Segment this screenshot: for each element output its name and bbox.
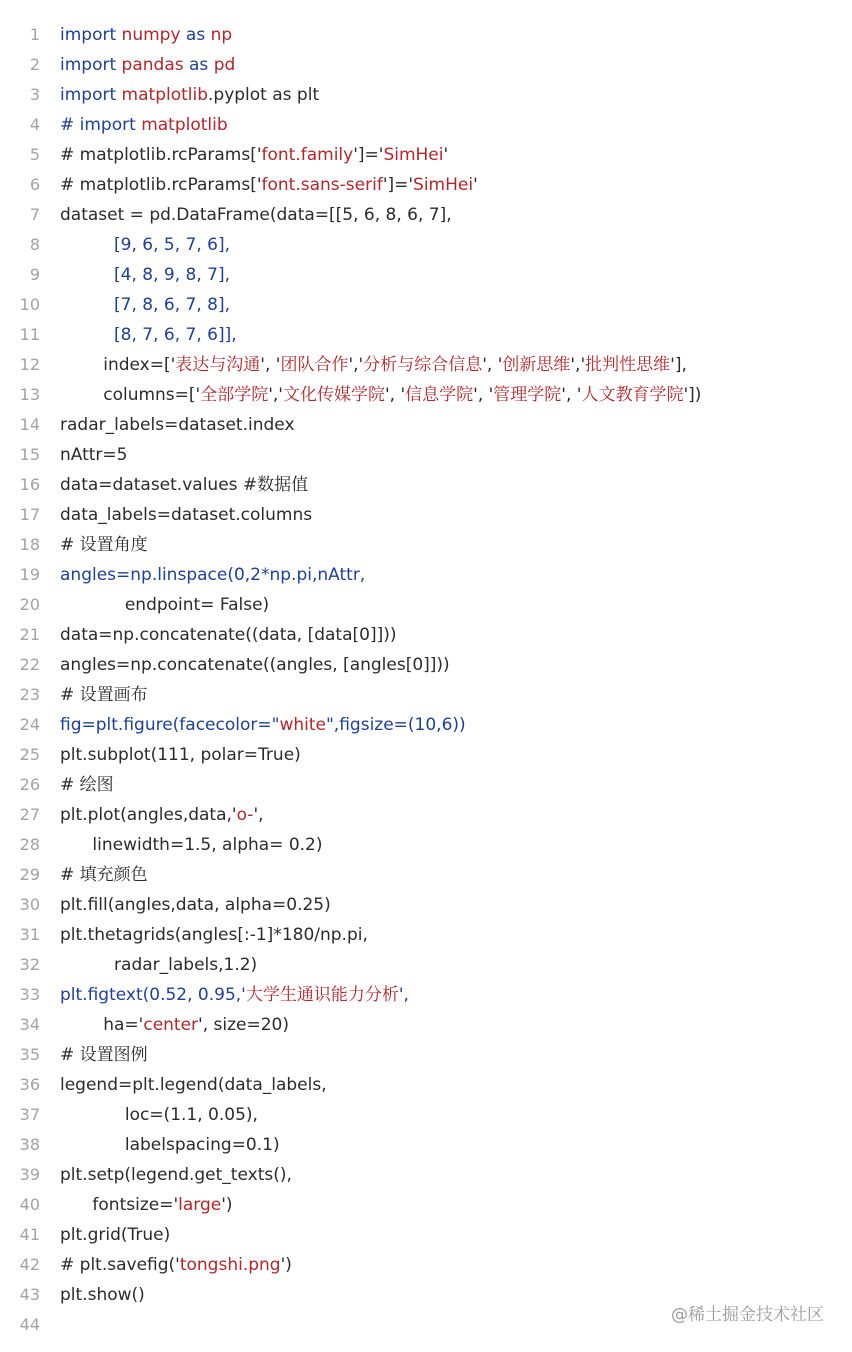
code-text	[60, 170, 478, 200]
line-number: 20	[19, 595, 40, 614]
code-text	[60, 590, 269, 620]
code-line	[0, 500, 852, 530]
code-text	[60, 200, 452, 230]
line-number: 5	[29, 145, 40, 164]
code-token: pd	[213, 55, 236, 75]
code-text	[60, 260, 230, 290]
code-token: legend=plt.legend(data_labels,	[60, 1075, 327, 1095]
line-number: 14	[19, 415, 40, 434]
code-token: ', '	[561, 385, 582, 405]
line-number: 9	[29, 265, 40, 284]
line-number: 10	[19, 295, 40, 314]
code-token: font.sans-serif	[261, 175, 383, 195]
code-token: plt.setp(legend.get_texts(),	[60, 1165, 292, 1185]
code-text	[60, 410, 295, 440]
code-token: '	[443, 145, 449, 165]
line-number: 23	[19, 685, 40, 704]
line-number: 34	[19, 1015, 40, 1034]
code-token: white	[279, 715, 326, 735]
code-line	[0, 200, 852, 230]
line-number: 8	[29, 235, 40, 254]
code-line	[0, 230, 852, 260]
code-token: ', '	[384, 385, 406, 405]
code-line	[0, 110, 852, 140]
code-line	[0, 260, 852, 290]
code-token: matplotlib	[121, 85, 209, 105]
code-token: angles=np.concatenate((angles, [angles[0]]))	[60, 655, 450, 675]
code-token: ",figsize=(10,6))	[325, 715, 466, 735]
code-token: 批判性思维	[585, 355, 671, 375]
code-line	[0, 800, 852, 830]
code-token: SimHei	[383, 145, 444, 165]
code-token: index=['	[60, 355, 176, 375]
code-token: 创新思维	[502, 355, 571, 375]
code-line	[0, 80, 852, 110]
code-text	[60, 1040, 148, 1070]
code-line	[0, 530, 852, 560]
code-line	[0, 770, 852, 800]
code-text	[60, 1160, 292, 1190]
code-token: import	[60, 85, 117, 105]
code-text	[60, 440, 128, 470]
code-token: plt.subplot(111, polar=True)	[60, 745, 301, 765]
code-text	[60, 290, 230, 320]
code-token: # 设置画布	[60, 685, 148, 705]
line-number: 16	[19, 475, 40, 494]
code-line	[0, 1100, 852, 1130]
line-number: 28	[19, 835, 40, 854]
code-line	[0, 140, 852, 170]
line-number: 12	[19, 355, 40, 374]
code-token: plt.figtext(0.52, 0.95,'	[60, 985, 246, 1005]
code-token: fig=plt.figure(facecolor="	[60, 715, 280, 735]
code-token: '])	[683, 385, 702, 405]
code-line	[0, 50, 852, 80]
code-token: 文化传媒学院	[282, 385, 385, 405]
code-token: import	[60, 25, 117, 45]
code-token: data=dataset.values #数据值	[60, 475, 309, 495]
code-text	[60, 770, 114, 800]
code-token: # plt.savefig('	[60, 1255, 180, 1275]
code-token: # 设置图例	[60, 1045, 148, 1065]
code-text	[60, 710, 466, 740]
code-line	[0, 1250, 852, 1280]
code-text	[60, 1010, 289, 1040]
code-token: 人文教育学院	[581, 385, 684, 405]
code-token: angles=np.linspace(0,2*np.pi,nAttr,	[60, 565, 366, 585]
code-token: '	[473, 175, 478, 195]
line-number: 38	[19, 1135, 40, 1154]
code-text	[60, 350, 687, 380]
code-line	[0, 860, 852, 890]
line-number: 27	[19, 805, 40, 824]
code-line	[0, 170, 852, 200]
code-line	[0, 740, 852, 770]
line-number: 3	[29, 85, 40, 104]
code-token: pandas	[121, 55, 184, 75]
line-number: 44	[19, 1315, 40, 1334]
code-token: .pyplot as plt	[208, 85, 320, 105]
code-token: data=np.concatenate((data, [data[0]]))	[60, 625, 397, 645]
code-token: plt.thetagrids(angles[:-1]*180/np.pi,	[60, 925, 368, 945]
code-line	[0, 440, 852, 470]
line-number: 4	[29, 115, 40, 134]
code-text	[60, 320, 237, 350]
line-number: 40	[19, 1195, 40, 1214]
code-token: endpoint= False)	[60, 595, 270, 615]
code-line	[0, 470, 852, 500]
code-token: import	[60, 55, 117, 75]
line-number: 15	[19, 445, 40, 464]
code-token: # 绘图	[60, 775, 114, 795]
code-line	[0, 20, 852, 50]
code-token: plt.show()	[60, 1285, 145, 1305]
code-token: data_labels=dataset.columns	[60, 505, 313, 525]
code-line	[0, 1070, 852, 1100]
code-token: as	[183, 55, 214, 75]
code-text	[60, 20, 232, 50]
code-token: 全部学院	[200, 385, 269, 405]
code-line	[0, 350, 852, 380]
code-line	[0, 320, 852, 350]
code-token: # matplotlib.rcParams['	[60, 145, 262, 165]
line-number: 6	[29, 175, 40, 194]
code-token: loc=(1.1, 0.05),	[60, 1105, 258, 1125]
code-text	[60, 110, 228, 140]
code-line	[0, 620, 852, 650]
watermark-text: @稀土掘金技术社区	[671, 1305, 824, 1325]
code-token: center	[143, 1015, 199, 1035]
code-token: ', size=20)	[198, 1015, 289, 1035]
code-text	[60, 1100, 258, 1130]
code-line	[0, 590, 852, 620]
line-number: 30	[19, 895, 40, 914]
line-number: 22	[19, 655, 40, 674]
code-token: 信息学院	[405, 385, 474, 405]
code-token: radar_labels=dataset.index	[60, 415, 295, 435]
line-number: 29	[19, 865, 40, 884]
code-text	[60, 140, 448, 170]
code-token: 团队合作	[280, 355, 349, 375]
code-line	[0, 1040, 852, 1070]
code-text	[60, 1250, 292, 1280]
line-number: 11	[19, 325, 40, 344]
line-number: 39	[19, 1165, 40, 1184]
code-token: font.family	[261, 145, 354, 165]
code-text	[60, 1280, 145, 1310]
line-number: 13	[19, 385, 40, 404]
code-token: ', '	[473, 385, 494, 405]
line-number: 24	[19, 715, 40, 734]
code-line	[0, 560, 852, 590]
code-text	[60, 50, 235, 80]
code-token: # import	[60, 115, 142, 135]
line-number: 26	[19, 775, 40, 794]
code-token: radar_labels,1.2)	[60, 955, 258, 975]
line-number: 19	[19, 565, 40, 584]
code-line	[0, 410, 852, 440]
code-text	[60, 860, 148, 890]
code-token: ', '	[260, 355, 281, 375]
code-token: # 设置角度	[60, 535, 148, 555]
code-text	[60, 890, 331, 920]
code-line	[0, 650, 852, 680]
code-token: plt.plot(angles,data,'	[60, 805, 237, 825]
code-line	[0, 1190, 852, 1220]
code-line	[0, 680, 852, 710]
code-token: ']='	[353, 145, 384, 165]
code-line	[0, 980, 852, 1010]
code-text	[60, 740, 301, 770]
code-token: ']='	[382, 175, 414, 195]
code-text	[60, 230, 230, 260]
code-text	[60, 1070, 327, 1100]
code-text	[60, 80, 319, 110]
code-text	[60, 950, 257, 980]
code-token: '],	[670, 355, 687, 375]
code-token: [8, 7, 6, 7, 6]],	[60, 325, 237, 345]
code-token: # matplotlib.rcParams['	[60, 175, 262, 195]
code-token: numpy	[121, 25, 181, 45]
code-line	[0, 380, 852, 410]
code-line	[0, 920, 852, 950]
code-text	[60, 1190, 233, 1220]
code-token: tongshi.png	[179, 1255, 281, 1275]
code-token: 分析与综合信息	[363, 355, 483, 375]
code-text	[60, 650, 450, 680]
code-editor	[0, 20, 852, 1340]
line-number: 35	[19, 1045, 40, 1064]
code-token: columns=['	[60, 385, 201, 405]
code-line	[0, 1160, 852, 1190]
code-line	[0, 950, 852, 980]
code-text	[60, 380, 701, 410]
line-number: 41	[19, 1225, 40, 1244]
line-number: 37	[19, 1105, 40, 1124]
code-token: large	[178, 1195, 222, 1215]
code-token: 表达与沟通	[175, 355, 261, 375]
code-token: ',	[398, 985, 409, 1005]
code-text	[60, 920, 368, 950]
code-text	[60, 1130, 280, 1160]
code-line	[0, 1130, 852, 1160]
line-number: 43	[19, 1285, 40, 1304]
line-number: 33	[19, 985, 40, 1004]
code-token: o-	[236, 805, 254, 825]
line-number: 2	[29, 55, 40, 74]
code-token: [7, 8, 6, 7, 8],	[60, 295, 231, 315]
line-number: 25	[19, 745, 40, 764]
code-token: ',	[253, 805, 264, 825]
code-text	[60, 830, 323, 860]
line-number: 1	[29, 25, 40, 44]
code-token: [4, 8, 9, 8, 7],	[60, 265, 231, 285]
code-token: ','	[570, 355, 586, 375]
code-token: dataset = pd.DataFrame(data=[[5, 6, 8, 6, 7],	[60, 205, 452, 225]
line-number: 7	[29, 205, 40, 224]
code-token: ')	[221, 1195, 233, 1215]
code-text	[60, 980, 409, 1010]
code-text	[60, 620, 397, 650]
code-text	[60, 470, 308, 500]
code-line	[0, 1220, 852, 1250]
code-text	[60, 1220, 170, 1250]
line-number: 18	[19, 535, 40, 554]
code-token: nAttr=5	[60, 445, 128, 465]
line-number: 36	[19, 1075, 40, 1094]
code-token: labelspacing=0.1)	[60, 1135, 280, 1155]
code-token: linewidth=1.5, alpha= 0.2)	[60, 835, 323, 855]
code-text	[60, 560, 365, 590]
code-token: ha='	[60, 1015, 144, 1035]
line-number: 32	[19, 955, 40, 974]
code-token: ')	[280, 1255, 292, 1275]
line-number: 42	[19, 1255, 40, 1274]
code-line	[0, 290, 852, 320]
code-token: ','	[348, 355, 364, 375]
code-token: plt.fill(angles,data, alpha=0.25)	[60, 895, 331, 915]
code-token: SimHei	[413, 175, 474, 195]
line-number: 21	[19, 625, 40, 644]
line-number: 17	[19, 505, 40, 524]
code-token: matplotlib	[141, 115, 228, 135]
code-text	[60, 500, 312, 530]
code-token: fontsize='	[60, 1195, 179, 1215]
code-line	[0, 1010, 852, 1040]
code-line	[0, 710, 852, 740]
code-token: np	[210, 25, 233, 45]
code-token: as	[180, 25, 211, 45]
code-text	[60, 680, 148, 710]
code-token: ','	[268, 385, 283, 405]
code-token: plt.grid(True)	[60, 1225, 171, 1245]
code-text	[60, 800, 264, 830]
code-line	[0, 890, 852, 920]
code-token: # 填充颜色	[60, 865, 148, 885]
code-token: [9, 6, 5, 7, 6],	[60, 235, 231, 255]
code-token: 大学生通识能力分析	[245, 985, 399, 1005]
code-line	[0, 830, 852, 860]
line-number: 31	[19, 925, 40, 944]
code-token: ', '	[482, 355, 503, 375]
code-token: 管理学院	[493, 385, 562, 405]
code-text	[60, 530, 148, 560]
